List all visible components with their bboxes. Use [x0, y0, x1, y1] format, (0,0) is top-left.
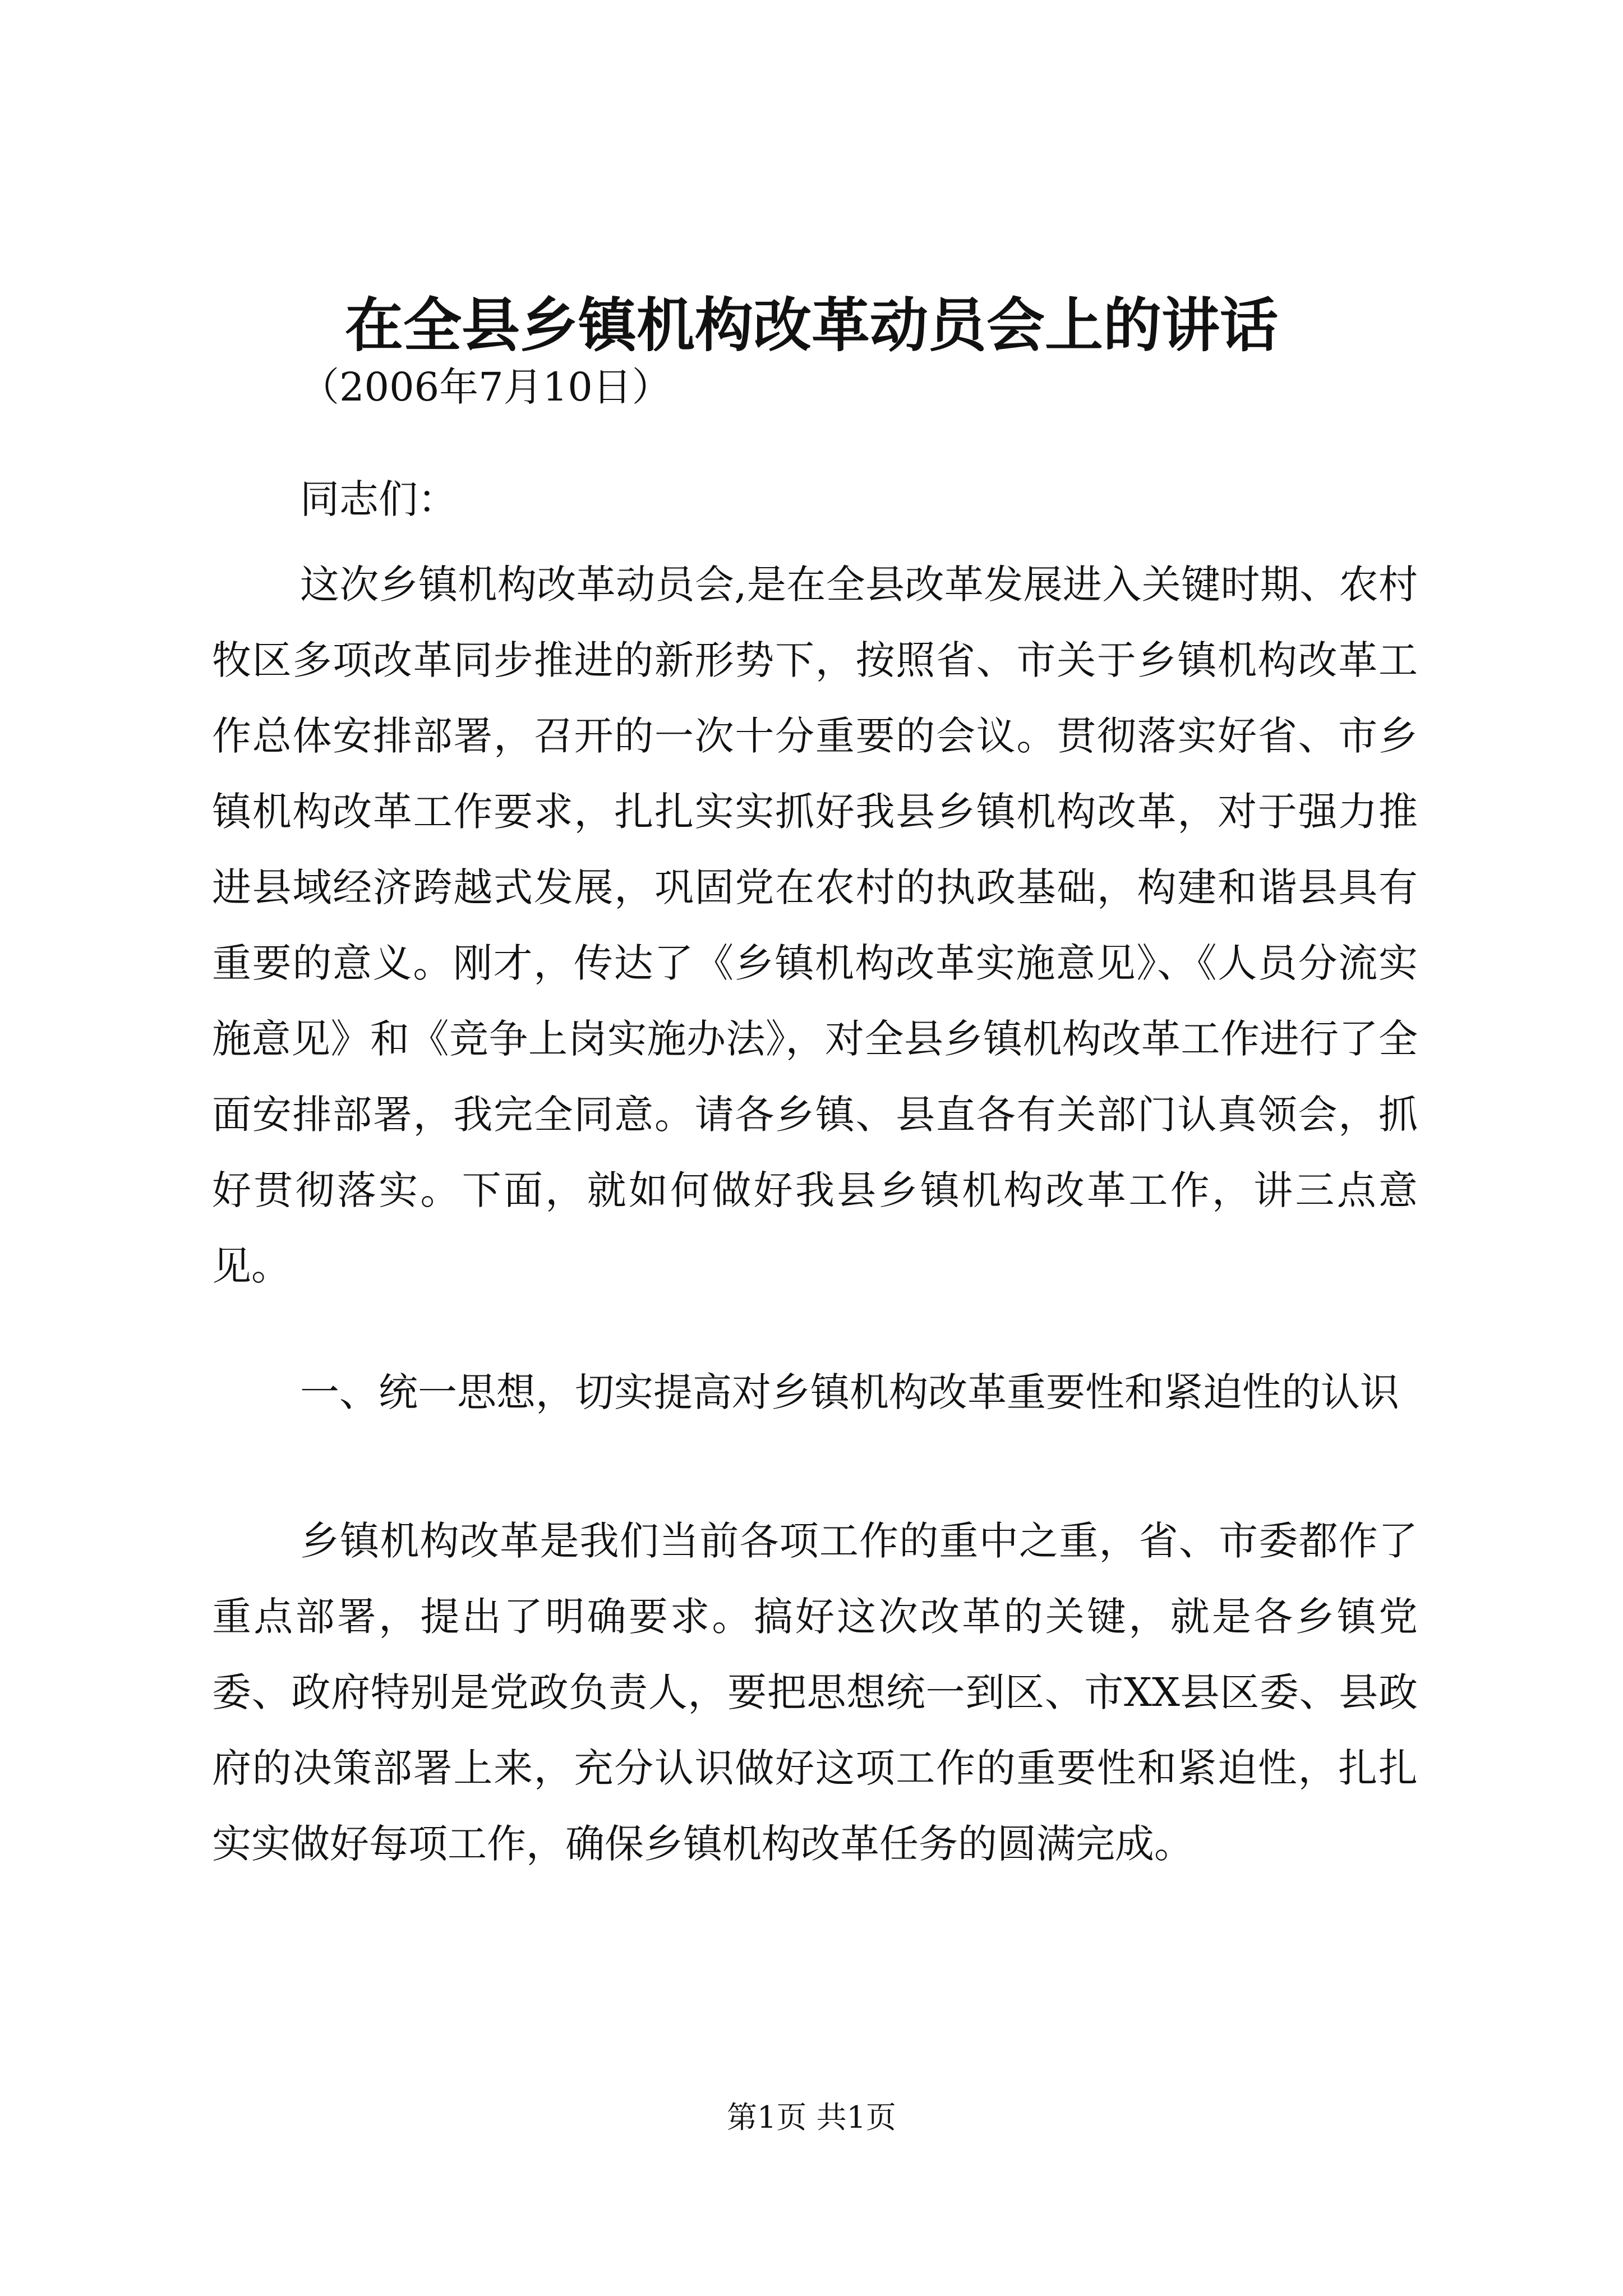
speech-date: （2006年7月10日）	[300, 364, 671, 410]
document-title: 在全县乡镇机构改革动员会上的讲话	[344, 291, 1278, 360]
salutation: 同志们：	[300, 476, 457, 522]
paragraph-introduction: 这次乡镇机构改革动员会,是在全县改革发展进入关键时期、农村牧区多项改革同步推进的新形势下，按照省、市关于乡镇机构改革工作总体安排部署，召开的一次十分重要的会议。贯彻落实好省、市乡镇机构改革工作要求，扎扎实实抓好我县乡镇机构改革，对于强力推进县域经济跨越式发展，巩固党在农村的执政基础，构建和谐县具有重要的意义。刚才，传达了《乡镇机构改革实施意见》、《人员分流实施意见》和《竞争上岗实施办法》，对全县乡镇机构改革工作进行了全面安排部署，我完全同意。请各乡镇、县直各有关部门认真领会，抓好贯彻落实。下面，就如何做好我县乡镇机构改革工作，讲三点意见。	[212, 562, 1418, 1289]
page-number-footer: 第1页 共1页	[727, 2100, 896, 2135]
section-heading-1: 一、统一思想，切实提高对乡镇机构改革重要性和紧迫性的认识	[300, 1369, 1399, 1415]
paragraph-section-1: 乡镇机构改革是我们当前各项工作的重中之重，省、市委都作了重点部署，提出了明确要求。搞好这次改革的关键，就是各乡镇党委、政府特别是党政负责人，要把思想统一到区、市XX县区委、县政府的决策部署上来，充分认识做好这项工作的重要性和紧迫性，扎扎实实做好每项工作，确保乡镇机构改革任务的圆满完成。	[212, 1518, 1418, 1867]
